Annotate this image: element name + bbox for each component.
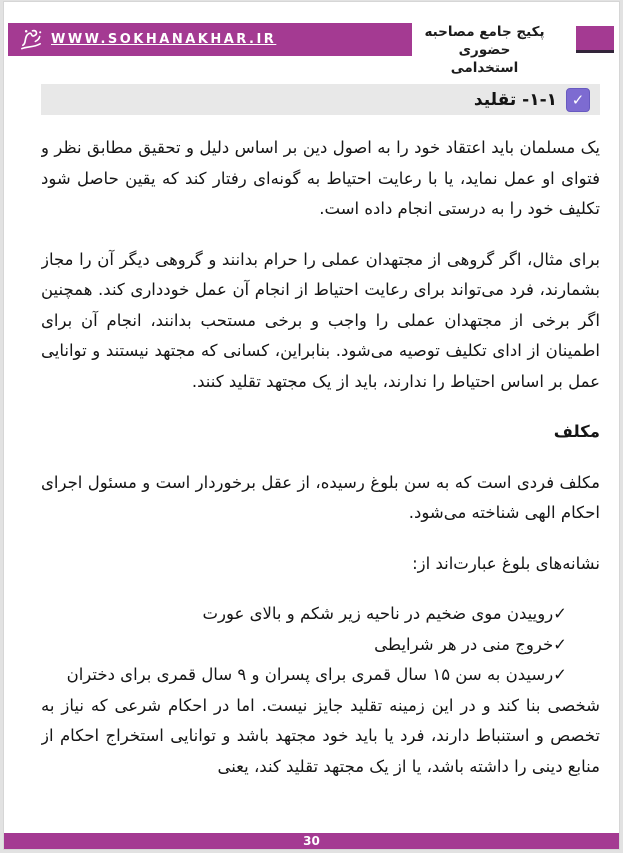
list-item-text: خروج منی در هر شرایطی [374,634,554,654]
sokhanakhar-calligraphy-logo-icon [18,26,45,53]
section-title: ۱-۱- تقلید [473,89,557,110]
site-url-link[interactable]: WWW.SOKHANAKHAR.IR [51,32,277,47]
subheading-mokallaf: مکلف [553,422,600,441]
paragraph-taqlid-intro: یک مسلمان باید اعتقاد خود را به اصول دین بر اساس دلیل و تحقیق مطابق نظر و فتوای او عمل نماید، یا با رعایت احتیاط به گونه‌ای رفتار کند که یقین حاصل شود تکلیف خود را به درستی انجام داده است. [41,138,600,218]
package-title-line2: استخدامی [450,60,519,76]
paragraph-bulugh-signs-intro: نشانه‌های بلوغ عبارت‌اند از: [412,553,600,573]
list-item [41,660,567,691]
list-item [41,599,567,630]
package-title [402,23,567,77]
checkmark-bullet-icon: ✓ [553,665,567,684]
checked-checkbox-icon[interactable]: ✓ [566,88,590,112]
checkmark-bullet-icon: ✓ [553,604,567,623]
checkmark-bullet-icon: ✓ [553,634,567,654]
paragraph-taqlid-example: برای مثال، اگر گروهی از مجتهدان عملی را حرام بدانند و گروهی دیگر آن را مجاز بشمارند، فرد می‌تواند برای رعایت احتیاط از انجام آن عمل خودداری کند. همچنین اگر برخی از مجتهدان عملی را واجب و برخی مستحب بدانند، انجام آن برای اطمینان از ادای تکلیف توصیه می‌شود. بنابراین، کسانی که مجتهد نیستند و توانایی عمل بر اساس احتیاط را ندارند، باید از یک مجتهد تقلید کنند. [41,249,600,391]
list-item-text: روییدن موی ضخیم در ناحیه زیر شکم و بالای عورت [202,604,554,623]
paragraph-mokallaf-definition: مکلف فردی است که به سن بلوغ رسیده، از عقل برخوردار است و مسئول اجرای احکام الهی شناخته می‌شود. [41,472,600,522]
section-heading-bar [41,84,600,115]
corner-tab-decoration [576,26,614,53]
document-body [41,133,600,829]
paragraph-continuation: شخصی بنا کند و در این زمینه تقلید جایز نیست. اما در احکام شرعی که نیاز به تخصص و استنباط دارند، فرد یا باید خود مجتهد باشد و توانایی استخراج احکام از منابع دینی را داشته باشد، یا از یک مجتهد تقلید کند، یعنی [41,695,600,776]
package-title-line1: پکیج جامع مصاحبه حضوری [424,24,545,58]
page-number: 30 [303,834,320,848]
bulugh-signs-list [41,599,600,691]
brand-banner [8,23,412,56]
list-item-text: رسیدن به سن ۱۵ سال قمری برای پسران و ۹ سال قمری برای دختران [66,665,554,684]
document-page [3,1,620,850]
footer-page-number-bar [4,833,619,849]
page-header [4,23,619,76]
list-item [41,630,567,661]
